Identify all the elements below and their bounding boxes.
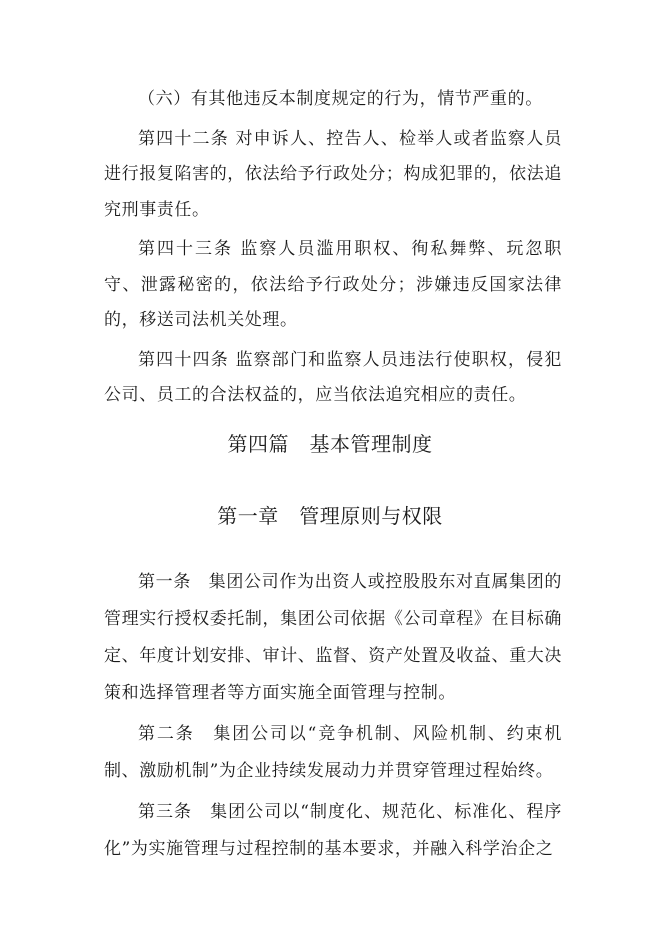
paragraph-article-3: 第三条 集团公司以“制度化、规范化、标准化、程序化”为实施管理与过程控制的基本要求，并融入科学治企之 [104, 802, 562, 859]
paragraph-article-42: 第四十二条 对申诉人、控告人、检举人或者监察人员进行报复陷害的，依法给予行政处分；构成犯罪的，依法追究刑事责任。 [104, 128, 562, 220]
lower-articles [104, 564, 562, 868]
chapter-title: 第一章 管理原则与权限 [217, 504, 443, 528]
paragraph-article-1: 第一条 集团公司作为出资人或控股股东对直属集团的管理实行授权委托制，集团公司依据《公司章程》在目标确定、年度计划安排、审计、监督、资产处置及收益、重大决策和选择管理者等方面实施全面管理与控制。 [104, 572, 562, 703]
upper-articles [104, 82, 562, 414]
paragraph-article-2: 第二条 集团公司以“竞争机制、风险机制、约束机制、激励机制”为企业持续发展动力并贯穿管理过程始终。 [104, 724, 562, 781]
paragraph-item-6: （六）有其他违反本制度规定的行为，情节严重的。 [138, 89, 543, 109]
paragraph-article-43: 第四十三条 监察人员滥用职权、徇私舞弊、玩忽职守、泄露秘密的，依法给予行政处分；涉嫌违反国家法律的，移送司法机关处理。 [104, 239, 562, 330]
part-title: 第四篇 基本管理制度 [227, 432, 433, 456]
paragraph-article-44: 第四十四条 监察部门和监察人员违法行使职权，侵犯公司、员工的合法权益的，应当依法追究相应的责任。 [104, 349, 562, 405]
